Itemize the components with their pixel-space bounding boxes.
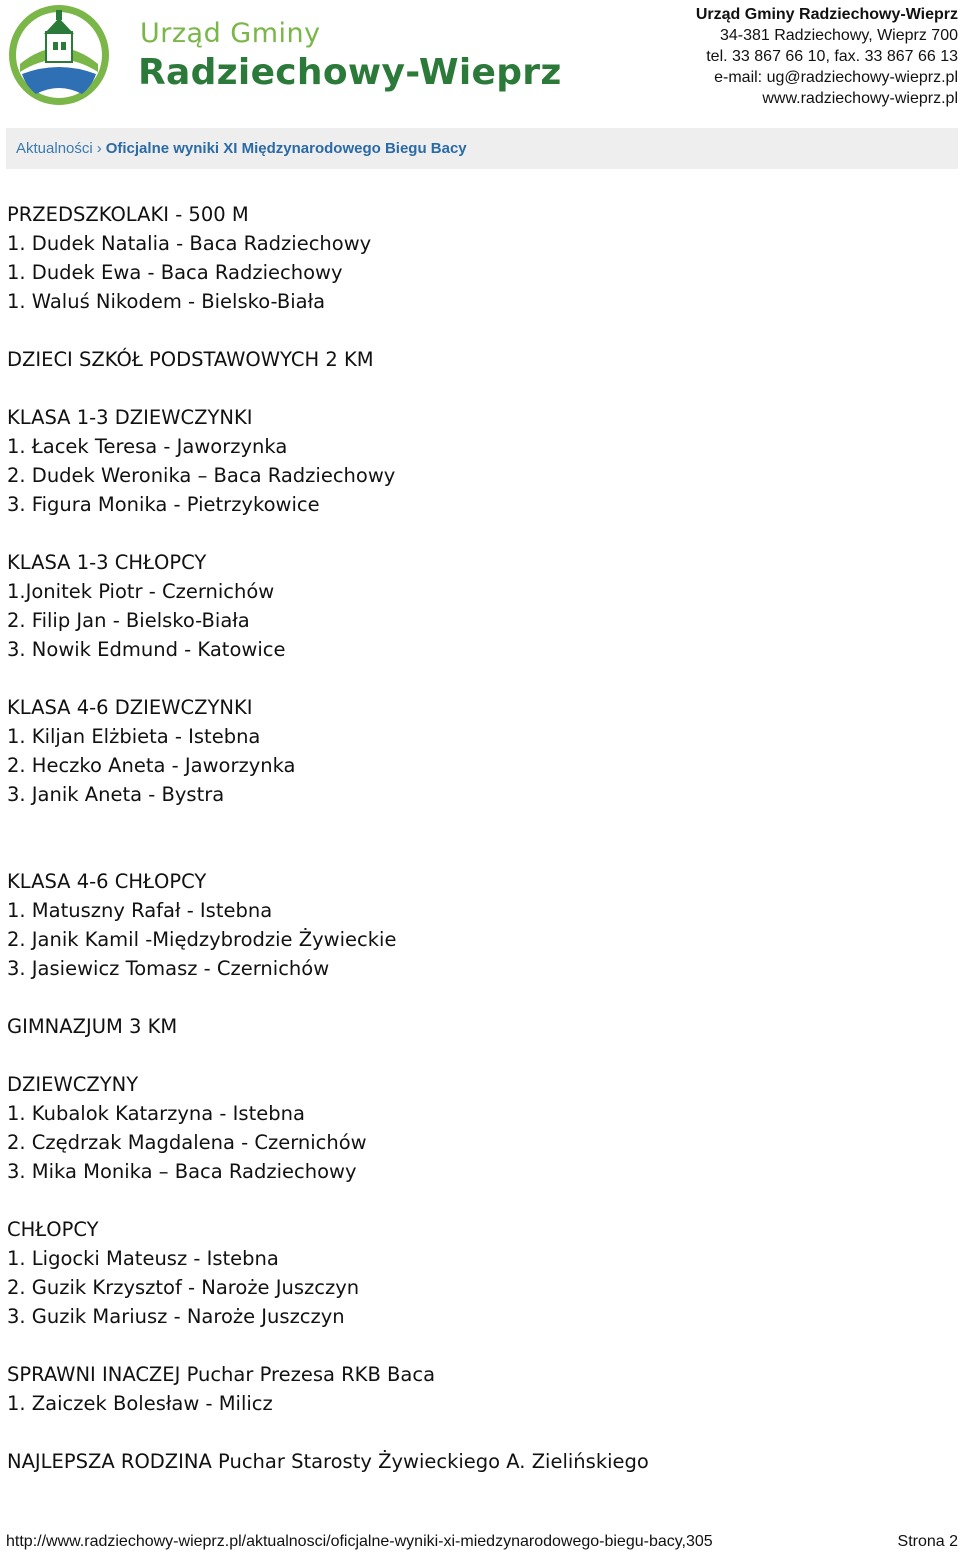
footer-url[interactable]: http://www.radziechowy-wieprz.pl/aktualnosci/oficjalne-wyniki-xi-miedzynarodowego-biegu-bacy,305 <box>6 1533 713 1550</box>
article-content <box>7 200 947 1476</box>
brand-title-line2: Radziechowy-Wieprz <box>138 52 562 93</box>
result-line: KLASA 1-3 CHŁOPCY <box>7 551 207 574</box>
spacer <box>7 1041 947 1070</box>
contact-block <box>696 4 958 109</box>
result-line: 1. Zaiczek Bolesław - Milicz <box>7 1392 273 1415</box>
result-line: 3. Janik Aneta - Bystra <box>7 783 225 806</box>
breadcrumb-separator: › <box>96 140 102 157</box>
result-line: 1. Waluś Nikodem - Bielsko-Biała <box>7 290 326 313</box>
result-line: 3. Jasiewicz Tomasz - Czernichów <box>7 957 330 980</box>
result-line: 1. Dudek Natalia - Baca Radziechowy <box>7 232 372 255</box>
result-line: 2. Heczko Aneta - Jaworzynka <box>7 754 296 777</box>
breadcrumb <box>6 128 958 169</box>
result-line: 2. Guzik Krzysztof - Naroże Juszczyn <box>7 1276 360 1299</box>
result-line: 2. Czędrzak Magdalena - Czernichów <box>7 1131 367 1154</box>
spacer <box>7 809 947 838</box>
result-line: GIMNAZJUM 3 KM <box>7 1015 178 1038</box>
result-line: 2. Dudek Weronika – Baca Radziechowy <box>7 464 396 487</box>
contact-email[interactable]: e-mail: ug@radziechowy-wieprz.pl <box>714 69 958 86</box>
spacer <box>7 1186 947 1215</box>
spacer <box>7 1418 947 1447</box>
spacer <box>7 983 947 1012</box>
contact-address: 34-381 Radziechowy, Wieprz 700 <box>719 27 958 44</box>
result-line: NAJLEPSZA RODZINA Puchar Starosty Żywieckiego A. Zielińskiego <box>7 1450 649 1473</box>
result-line: DZIECI SZKÓŁ PODSTAWOWYCH 2 KM <box>7 348 374 371</box>
result-line: 2. Filip Jan - Bielsko-Biała <box>7 609 250 632</box>
result-line: 1. Kiljan Elżbieta - Istebna <box>7 725 261 748</box>
result-line: 3. Nowik Edmund - Katowice <box>7 638 286 661</box>
result-line: 1. Matuszny Rafał - Istebna <box>7 899 273 922</box>
spacer <box>7 1331 947 1360</box>
spacer <box>7 838 947 867</box>
municipality-logo-icon <box>6 2 112 108</box>
result-line: 2. Janik Kamil -Międzybrodzie Żywieckie <box>7 928 397 951</box>
breadcrumb-parent-link[interactable]: Aktualności <box>16 140 93 157</box>
result-line: 3. Guzik Mariusz - Naroże Juszczyn <box>7 1305 345 1328</box>
result-line: 1. Ligocki Mateusz - Istebna <box>7 1247 279 1270</box>
brand-title-line1: Urząd Gminy <box>140 18 321 49</box>
footer-page-number: Strona 2 <box>897 1533 958 1550</box>
breadcrumb-current: Oficjalne wyniki XI Międzynarodowego Biegu Bacy <box>105 140 467 157</box>
result-line: PRZEDSZKOLAKI - 500 M <box>7 203 249 226</box>
result-line: 1.Jonitek Piotr - Czernichów <box>7 580 275 603</box>
spacer <box>7 519 947 548</box>
result-line: 1. Kubalok Katarzyna - Istebna <box>7 1102 305 1125</box>
page-header <box>0 0 960 118</box>
contact-org: Urząd Gminy Radziechowy-Wieprz <box>695 6 958 23</box>
spacer <box>7 664 947 693</box>
result-line: 1. Łacek Teresa - Jaworzynka <box>7 435 288 458</box>
contact-website[interactable]: www.radziechowy-wieprz.pl <box>762 90 958 107</box>
result-line: KLASA 1-3 DZIEWCZYNKI <box>7 406 253 429</box>
contact-phone: tel. 33 867 66 10, fax. 33 867 66 13 <box>706 48 958 65</box>
result-line: 1. Dudek Ewa - Baca Radziechowy <box>7 261 343 284</box>
spacer <box>7 374 947 403</box>
result-line: DZIEWCZYNY <box>7 1073 139 1096</box>
result-line: CHŁOPCY <box>7 1218 99 1241</box>
spacer <box>7 316 947 345</box>
result-line: SPRAWNI INACZEJ Puchar Prezesa RKB Baca <box>7 1363 436 1386</box>
result-line: 3. Figura Monika - Pietrzykowice <box>7 493 320 516</box>
result-line: KLASA 4-6 CHŁOPCY <box>7 870 207 893</box>
result-line: KLASA 4-6 DZIEWCZYNKI <box>7 696 253 719</box>
result-line: 3. Mika Monika – Baca Radziechowy <box>7 1160 357 1183</box>
